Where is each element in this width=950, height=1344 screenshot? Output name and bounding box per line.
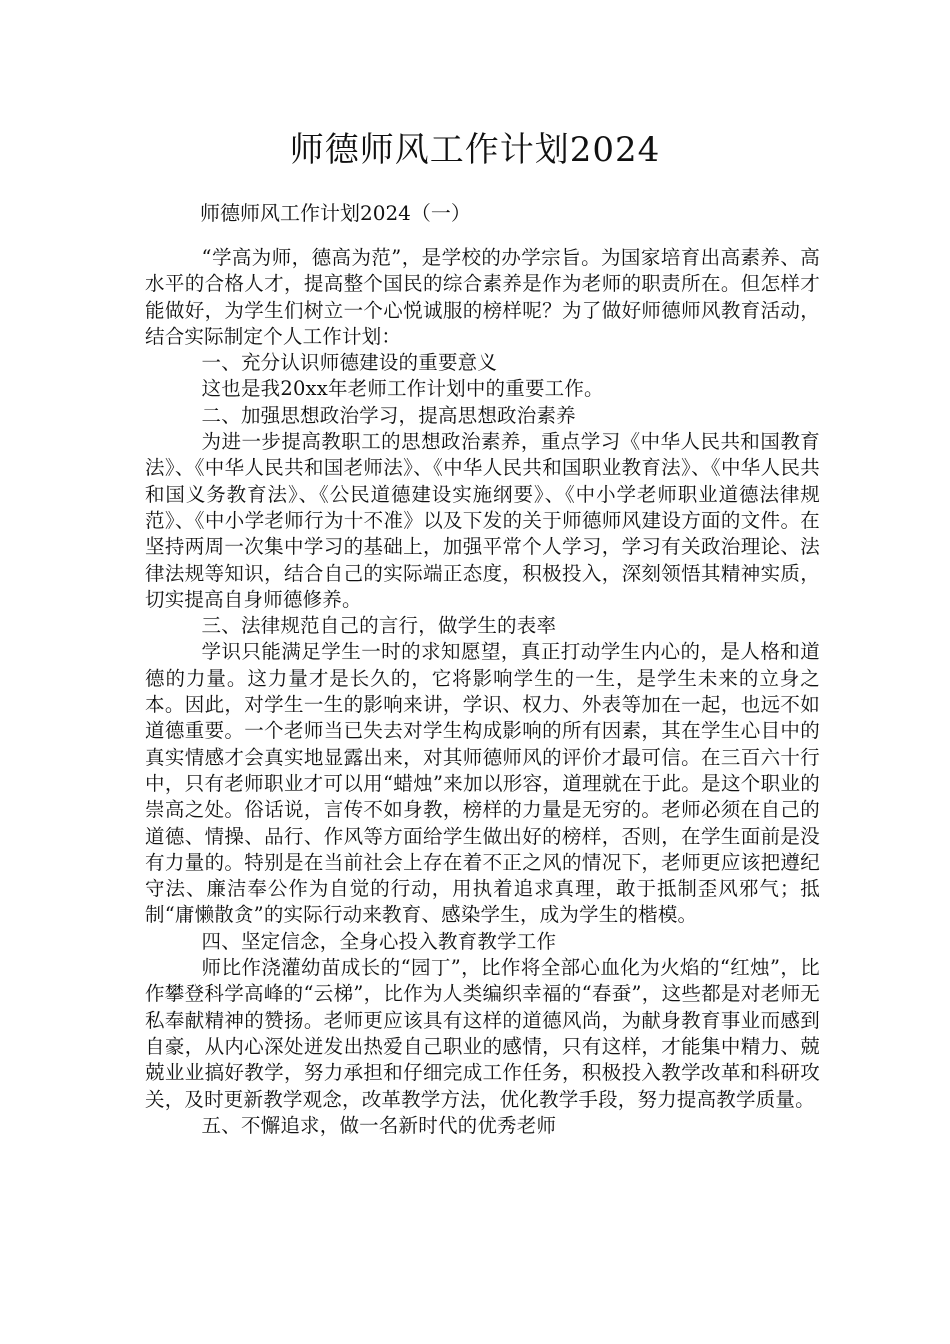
section-heading-4: 四、坚定信念，全身心投入教育教学工作 [201,929,557,953]
paragraph-section-2: 为进一步提高教职工的思想政治素养，重点学习《中华人民共和国教育法》、《中华人民共和国老师法》、《中华人民共和国职业教育法》、《中华人民共和国义务教育法》、《公民道德建设实施纲要》、《中小学老师职业道德法律规范》、《中小学老师行为十不准》以及下发的关于师德师风建设方面的文件。在坚持两周一次集中学习的基础上，加强平常个人学习，学习有关政治理论、法律法规等知识，结合自己的实际端正态度，积极投入，深刻领悟其精神实质，切实提高自身师德修养。 [145,430,820,611]
section-heading-2: 二、加强思想政治学习，提高思想政治素养 [201,403,576,427]
paragraph-intro: “学高为师，德高为范”，是学校的办学宗旨。为国家培育出高素养、高水平的合格人才，提高整个国民的综合素养是作为老师的职责所在。但怎样才能做好，为学生们树立一个心悦诚服的榜样呢？为了做好师德师风教育活动，结合实际制定个人工作计划： [145,246,820,348]
paragraph-section-4: 师比作浇灌幼苗成长的“园丁”，比作将全部心血化为火焰的“红烛”，比作攀登科学高峰的“云梯”，比作为人类编织幸福的“春蚕”，这些都是对老师无私奉献精神的赞扬。老师更应该具有这样的道德风尚，为献身教育事业而感到自豪，从内心深处迸发出热爱自己职业的感情，只有这样，才能集中精力、兢兢业业搞好教学，努力承担和仔细完成工作任务，积极投入教学改革和科研攻关，及时更新教学观念，改革教学方法，优化教学手段，努力提高教学质量。 [145,956,820,1111]
section-heading-3: 三、法律规范自己的言行，做学生的表率 [201,614,557,638]
document-title: 师德师风工作计划2024 [289,130,661,170]
document-subtitle: 师德师风工作计划2024（一） [200,201,471,225]
paragraph-section-3: 学识只能满足学生一时的求知愿望，真正打动学生内心的，是人格和道德的力量。这力量才是长久的，它将影响学生的一生，是学生未来的立身之本。因此，对学生一生的影响来讲，学识、权力、外表等加在一起，也远不如道德重要。一个老师当已失去对学生构成影响的所有因素，其在学生心目中的真实情感才会真实地显露出来，对其师德师风的评价才最可信。在三百六十行中，只有老师职业才可以用“蜡烛”来加以形容，道理就在于此。是这个职业的崇高之处。俗话说，言传不如身教，榜样的力量是无穷的。老师必须在自己的道德、情操、品行、作风等方面给学生做出好的榜样，否则，在学生面前是没有力量的。特别是在当前社会上存在着不正之风的情况下，老师更应该把遵纪守法、廉洁奉公作为自觉的行动，用执着追求真理，敢于抵制歪风邪气；抵制“庸懒散贪”的实际行动来教育、感染学生，成为学生的楷模。 [145,640,820,927]
document-body [145,245,820,1139]
paragraph-section-1: 这也是我20xx年老师工作计划中的重要工作。 [201,377,604,401]
section-heading-1: 一、充分认识师德建设的重要意义 [201,351,498,375]
section-heading-5: 五、不懈追求，做一名新时代的优秀老师 [201,1113,557,1137]
